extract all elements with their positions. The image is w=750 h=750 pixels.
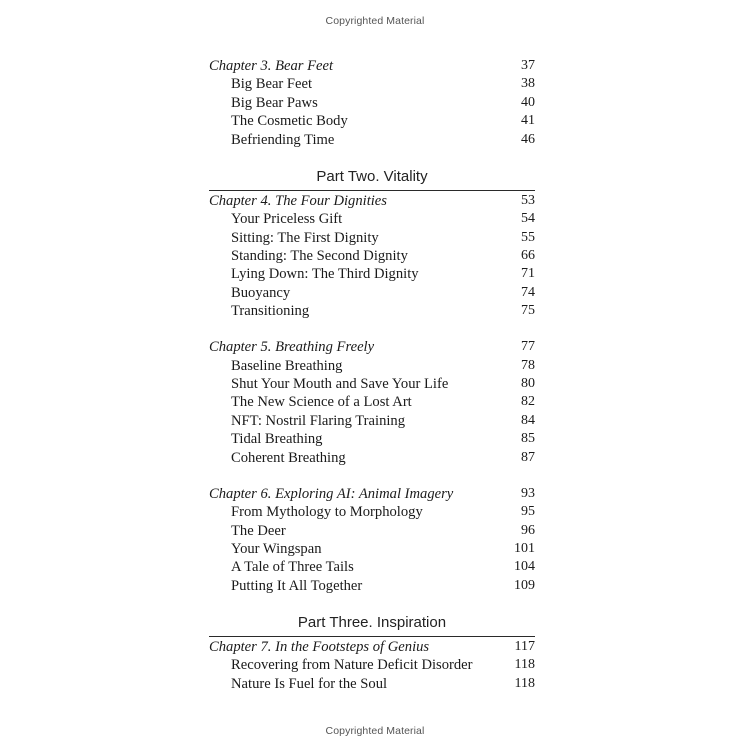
toc-entry[interactable] <box>209 412 535 430</box>
page-number: 95 <box>521 504 535 520</box>
chapter-title: Chapter 6. Exploring AI: Animal Imagery <box>209 485 454 502</box>
part-two-heading-block <box>209 167 535 191</box>
entry-title: Transitioning <box>231 303 310 320</box>
page-number: 53 <box>521 192 535 208</box>
chapter-title: Chapter 5. Breathing Freely <box>209 339 375 356</box>
page-number: 71 <box>521 266 535 282</box>
page-number: 82 <box>521 394 535 410</box>
chapter-5-section <box>209 338 535 467</box>
page-number: 118 <box>514 675 535 691</box>
toc-entry[interactable] <box>209 656 535 674</box>
page-number: 117 <box>514 638 535 654</box>
page-number: 96 <box>521 522 535 538</box>
entry-title: The New Science of a Lost Art <box>231 394 412 411</box>
page-number: 55 <box>521 229 535 245</box>
toc-entry[interactable] <box>209 94 535 112</box>
entry-title: Standing: The Second Dignity <box>231 247 408 264</box>
page-number: 46 <box>521 131 535 147</box>
toc-entry[interactable] <box>209 393 535 411</box>
toc-entry[interactable] <box>209 503 535 521</box>
entry-title: NFT: Nostril Flaring Training <box>231 412 406 429</box>
entry-title: Your Wingspan <box>231 540 322 557</box>
chapter-6-section <box>209 485 535 595</box>
page-number: 85 <box>521 431 535 447</box>
toc-entry[interactable] <box>209 302 535 320</box>
watermark-bottom: Copyrighted Material <box>325 725 425 737</box>
entry-title: The Deer <box>231 522 286 539</box>
page-number: 66 <box>521 247 535 263</box>
entry-title: Big Bear Feet <box>231 76 313 93</box>
entry-title: Big Bear Paws <box>231 94 318 111</box>
chapter-entry[interactable] <box>209 192 535 210</box>
page-number: 78 <box>521 357 535 373</box>
chapter-entry[interactable] <box>209 638 535 656</box>
chapter-4-section <box>209 192 535 321</box>
table-of-contents <box>209 57 535 711</box>
page-number: 80 <box>521 376 535 392</box>
entry-title: Recovering from Nature Deficit Disorder <box>231 657 473 674</box>
chapter-entry[interactable] <box>209 485 535 503</box>
toc-entry[interactable] <box>209 577 535 595</box>
part-three-heading-block <box>209 613 535 637</box>
toc-entry[interactable] <box>209 357 535 375</box>
toc-entry[interactable] <box>209 675 535 693</box>
entry-title: Befriending Time <box>231 131 335 148</box>
part-divider <box>209 636 535 637</box>
toc-entry[interactable] <box>209 284 535 302</box>
toc-entry[interactable] <box>209 449 535 467</box>
toc-entry[interactable] <box>209 540 535 558</box>
part-divider <box>209 190 535 191</box>
page-number: 87 <box>521 449 535 465</box>
part-heading: Part Two. Vitality <box>316 167 428 185</box>
entry-title: Shut Your Mouth and Save Your Life <box>231 376 449 393</box>
entry-title: Lying Down: The Third Dignity <box>231 266 419 283</box>
page-number: 40 <box>521 94 535 110</box>
toc-entry[interactable] <box>209 375 535 393</box>
page-number: 77 <box>521 339 535 355</box>
entry-title: Buoyancy <box>231 284 291 301</box>
toc-entry[interactable] <box>209 265 535 283</box>
entry-title: Tidal Breathing <box>231 431 323 448</box>
page-number: 37 <box>521 58 535 73</box>
entry-title: From Mythology to Morphology <box>231 504 423 521</box>
chapter-7-section <box>209 638 535 693</box>
page-number: 118 <box>514 657 535 673</box>
toc-entry[interactable] <box>209 430 535 448</box>
toc-entry[interactable] <box>209 112 535 130</box>
toc-entry[interactable] <box>209 131 535 149</box>
page-number: 109 <box>514 577 535 593</box>
page-number: 75 <box>521 303 535 319</box>
page-number: 104 <box>514 559 535 575</box>
entry-title: Baseline Breathing <box>231 357 343 374</box>
chapter-3-section <box>209 57 535 149</box>
chapter-title: Chapter 3. Bear Feet <box>209 58 334 74</box>
toc-entry[interactable] <box>209 210 535 228</box>
entry-title: Coherent Breathing <box>231 449 346 466</box>
entry-title: Putting It All Together <box>231 577 363 594</box>
watermark-top: Copyrighted Material <box>325 15 425 27</box>
chapter-title: Chapter 4. The Four Dignities <box>209 192 387 209</box>
toc-entry[interactable] <box>209 247 535 265</box>
entry-title: Nature Is Fuel for the Soul <box>231 675 388 692</box>
chapter-title: Chapter 7. In the Footsteps of Genius <box>209 638 430 655</box>
chapter-entry[interactable] <box>209 338 535 356</box>
page-number: 74 <box>521 284 535 300</box>
toc-entry[interactable] <box>209 229 535 247</box>
entry-title: A Tale of Three Tails <box>231 559 354 576</box>
toc-entry[interactable] <box>209 558 535 576</box>
page-number: 101 <box>514 540 535 556</box>
page-number: 84 <box>521 412 535 428</box>
chapter-entry[interactable] <box>209 57 535 75</box>
page-number: 41 <box>521 113 535 129</box>
page-number: 54 <box>521 211 535 227</box>
page-number: 38 <box>521 76 535 92</box>
toc-entry[interactable] <box>209 522 535 540</box>
entry-title: Your Priceless Gift <box>231 211 343 228</box>
entry-title: Sitting: The First Dignity <box>231 229 379 246</box>
page-number: 93 <box>521 485 535 501</box>
toc-entry[interactable] <box>209 75 535 93</box>
part-heading: Part Three. Inspiration <box>297 613 447 631</box>
entry-title: The Cosmetic Body <box>231 113 348 130</box>
